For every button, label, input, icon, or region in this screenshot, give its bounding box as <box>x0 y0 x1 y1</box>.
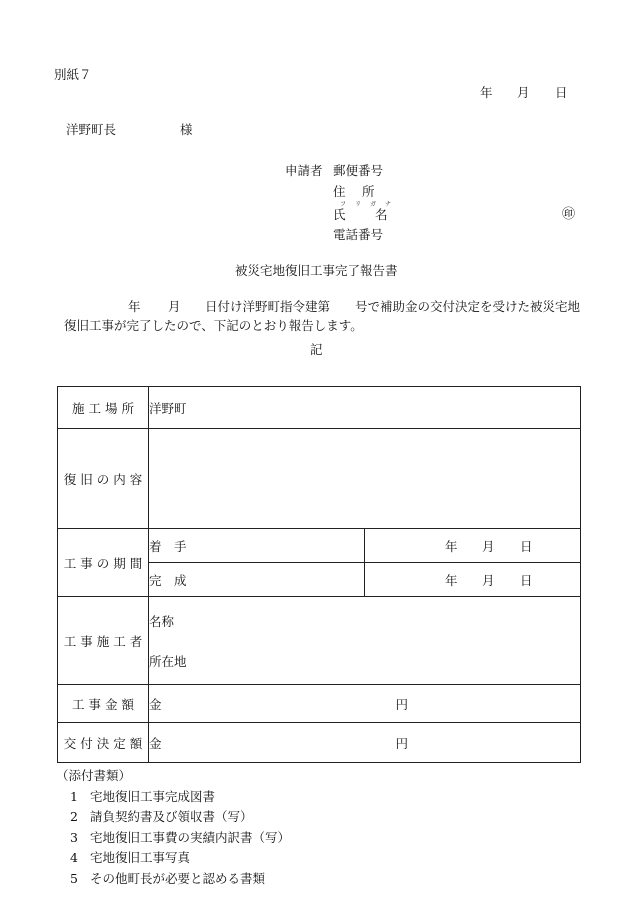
body-line2: 復旧工事が完了したので、下記のとおり報告します。 <box>64 318 363 333</box>
location-value: 洋野町 <box>149 387 581 429</box>
cost-kin: 金 <box>149 696 162 712</box>
item-number: 1 <box>70 788 78 804</box>
end-label: 完 成 <box>149 563 365 597</box>
phone-label: 電話番号 <box>333 227 384 242</box>
contractor-name-label: 名称 <box>149 613 175 629</box>
furigana-char: ガ <box>370 201 377 208</box>
item-text: 請負契約書及び領収書（写） <box>90 809 253 824</box>
cost-label: 工 事 金 額 <box>58 685 149 723</box>
addressee-name: 洋野町長 <box>66 122 117 137</box>
list-item <box>70 807 290 828</box>
attachments-heading: （添付書類） <box>56 768 132 783</box>
item-text: その他町長が必要と認める書類 <box>90 870 266 886</box>
date-year-label: 年 <box>480 85 493 100</box>
cost-yen: 円 <box>395 696 408 712</box>
end-month: 月 <box>482 572 495 588</box>
start-label: 着 手 <box>149 529 365 563</box>
body-line1: 日付け洋野町指令建第 <box>205 299 331 314</box>
grant-value <box>149 723 581 763</box>
furigana-char: フ <box>340 201 347 208</box>
content-value <box>149 429 581 529</box>
start-year: 年 <box>445 538 458 554</box>
ki-heading: 記 <box>310 342 323 357</box>
list-item <box>70 787 290 808</box>
address-label: 住 所 <box>333 184 375 199</box>
furigana-char: ナ <box>385 201 392 208</box>
start-date <box>365 529 581 563</box>
start-day: 日 <box>520 538 533 554</box>
name-label-char1: 氏 <box>333 207 346 222</box>
list-item <box>70 848 290 869</box>
list-item <box>70 869 290 890</box>
applicant-label: 申請者 <box>285 163 323 178</box>
seal-mark-icon: ㊞ <box>562 207 576 222</box>
contractor-label: 工 事 施 工 者 <box>58 597 149 685</box>
contractor-value <box>149 597 581 685</box>
period-label: 工 事 の 期 間 <box>58 529 149 597</box>
end-date <box>365 563 581 597</box>
grant-kin: 金 <box>149 735 162 751</box>
end-year: 年 <box>445 572 458 588</box>
body-year: 年 <box>128 299 141 314</box>
item-number: 5 <box>70 870 78 886</box>
report-table <box>57 386 581 763</box>
date-month-label: 月 <box>517 85 530 100</box>
name-label-char2: 名 <box>375 207 388 222</box>
date-day-label: 日 <box>555 85 568 100</box>
furigana-char: リ <box>355 201 362 208</box>
addressee-honorific: 様 <box>180 122 193 137</box>
item-text: 宅地復旧工事費の実績内訳書（写） <box>90 829 291 845</box>
location-label: 施 工 場 所 <box>58 387 149 429</box>
item-text: 宅地復旧工事完成図書 <box>90 788 216 804</box>
end-day: 日 <box>520 572 533 588</box>
list-item <box>70 828 290 849</box>
form-number: 別紙７ <box>54 67 92 82</box>
attachments-list <box>56 766 290 889</box>
body-line1-end: 号で補助金の交付決定を受けた被災宅地 <box>355 299 581 314</box>
item-number: 2 <box>70 809 78 824</box>
grant-label: 交 付 決 定 額 <box>58 723 149 763</box>
item-number: 3 <box>70 829 78 845</box>
postal-code-label: 郵便番号 <box>333 163 384 178</box>
document-title: 被災宅地復旧工事完了報告書 <box>235 263 398 278</box>
grant-yen: 円 <box>395 735 408 751</box>
content-label: 復 旧 の 内 容 <box>58 429 149 529</box>
body-month: 月 <box>168 299 181 314</box>
start-month: 月 <box>482 538 495 554</box>
cost-value <box>149 685 581 723</box>
item-text: 宅地復旧工事写真 <box>90 850 191 865</box>
contractor-address-label: 所在地 <box>149 653 187 669</box>
item-number: 4 <box>70 850 78 865</box>
